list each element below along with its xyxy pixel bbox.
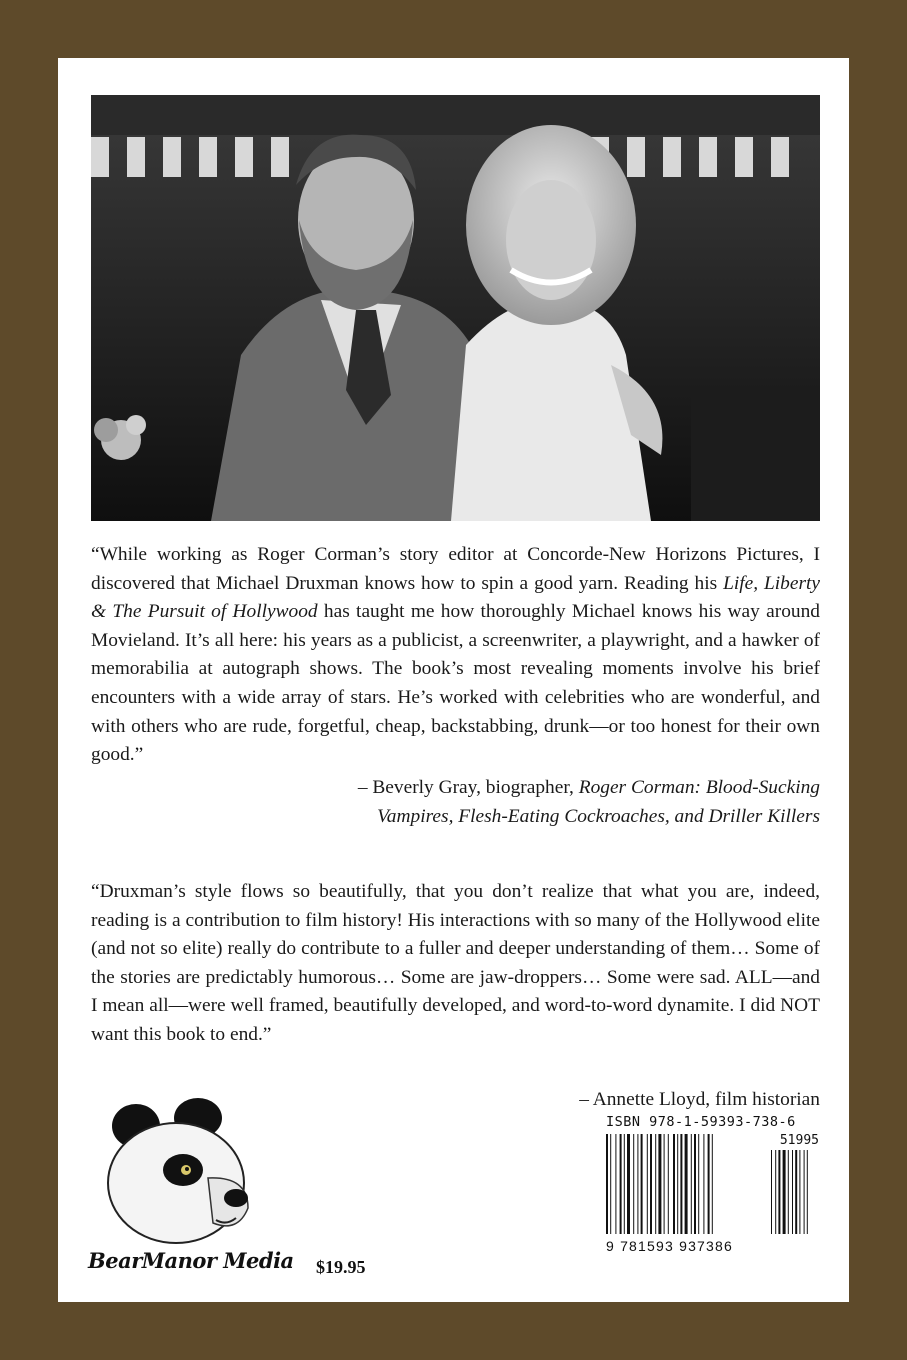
barcode-bar xyxy=(620,1134,622,1234)
barcode-number: 9 781593 937386 xyxy=(606,1238,733,1254)
barcode-addon-bar xyxy=(792,1150,793,1234)
barcode-addon-bar xyxy=(795,1150,797,1234)
review-quote-1 xyxy=(91,541,820,770)
barcode-bar xyxy=(624,1134,625,1234)
barcode-price-code: 51995 xyxy=(779,1133,819,1148)
quote-1-text-post: has taught me how thoroughly Michael knows his way around Movieland. It’s all here: his years as a publicist, a screenwriter, a playwright, and a hawker of memorabilia at autograph shows. The book’s most revealing moments involve his brief encounters with a wide array of stars. He’s worked with celebrities who are wonderful, and with others who are rude, forgetful, cheap, backstabbing, drunk—or too honest for their own good.” xyxy=(91,601,820,766)
barcode-bar xyxy=(664,1134,665,1234)
quote-1-attribution-book-line-1: Roger Corman: Blood-Sucking xyxy=(578,777,820,798)
isbn-barcode xyxy=(605,1132,820,1237)
barcode-addon-bar xyxy=(799,1150,800,1234)
quote-1-text-pre: “While working as Roger Corman’s story editor at Concorde-New Horizons Pictures, I discovered that Michael Druxman knows how to spin a good yarn. Reading his xyxy=(91,544,820,594)
barcode-bar xyxy=(650,1134,652,1234)
barcode-addon-bar xyxy=(783,1150,786,1234)
barcode-bar xyxy=(668,1134,669,1234)
barcode-bar xyxy=(698,1134,699,1234)
panda-bear-icon xyxy=(98,1098,288,1248)
barcode-addon-bar xyxy=(775,1150,776,1234)
barcode-bar xyxy=(680,1134,682,1234)
barcode-addon-bar xyxy=(788,1150,789,1234)
barcode-bar xyxy=(677,1134,678,1234)
barcode-bar xyxy=(708,1134,710,1234)
quote-1-attribution-name: – Beverly Gray, biographer, xyxy=(357,777,579,798)
barcode-bar xyxy=(610,1134,611,1234)
isbn-number: ISBN 978-1-59393-738-6 xyxy=(606,1114,796,1130)
barcode-bar xyxy=(691,1134,692,1234)
quote-1-attribution xyxy=(220,774,820,831)
barcode-addon-bar xyxy=(771,1150,772,1234)
author-photo xyxy=(91,95,820,521)
quote-2-attribution: – Annette Lloyd, film historian xyxy=(579,1089,820,1110)
barcode-bar xyxy=(658,1134,661,1234)
barcode-bar xyxy=(633,1134,634,1234)
barcode-bar xyxy=(641,1134,643,1234)
barcode-addon-bar xyxy=(804,1150,805,1234)
isbn-label xyxy=(606,1114,796,1130)
barcode-bar xyxy=(615,1134,616,1234)
barcode-bar xyxy=(712,1134,713,1234)
review-quote-2: “Druxman’s style flows so beautifully, that you don’t realize that what you are, indeed, reading is a contribution to film history! His interactions with so many of the Hollywood elite (and not so elite) really do contribute to a fuller and deeper understanding of them… Some of the stories are predictably humorous… Some are jaw-droppers… Some were sad. ALL—and I mean all—were well framed, beautifully developed, and word-to-word dynamite. I did NOT want this book to end.” xyxy=(91,881,820,1045)
back-cover-panel xyxy=(58,58,849,1302)
barcode-bar xyxy=(637,1134,638,1234)
photo-illustration xyxy=(91,95,820,521)
barcode-bar xyxy=(647,1134,648,1234)
barcode-bar xyxy=(627,1134,630,1234)
barcode-bar xyxy=(673,1134,675,1234)
barcode-bar xyxy=(694,1134,696,1234)
barcode-bar xyxy=(606,1134,608,1234)
publisher-name: BearManor Media xyxy=(88,1248,294,1273)
barcode-bar xyxy=(655,1134,656,1234)
barcode-addon-bar xyxy=(778,1150,780,1234)
quote-1-book-title: Life, Liberty & The Pursuit of Hollywood xyxy=(91,572,820,623)
quote-1-attribution-book-line-2: Vampires, Flesh-Eating Cockroaches, and Driller Killers xyxy=(377,805,820,827)
barcode-addon-bar xyxy=(807,1150,808,1234)
barcode-bar xyxy=(703,1134,704,1234)
price: $19.95 xyxy=(316,1257,366,1277)
barcode-bar xyxy=(685,1134,688,1234)
